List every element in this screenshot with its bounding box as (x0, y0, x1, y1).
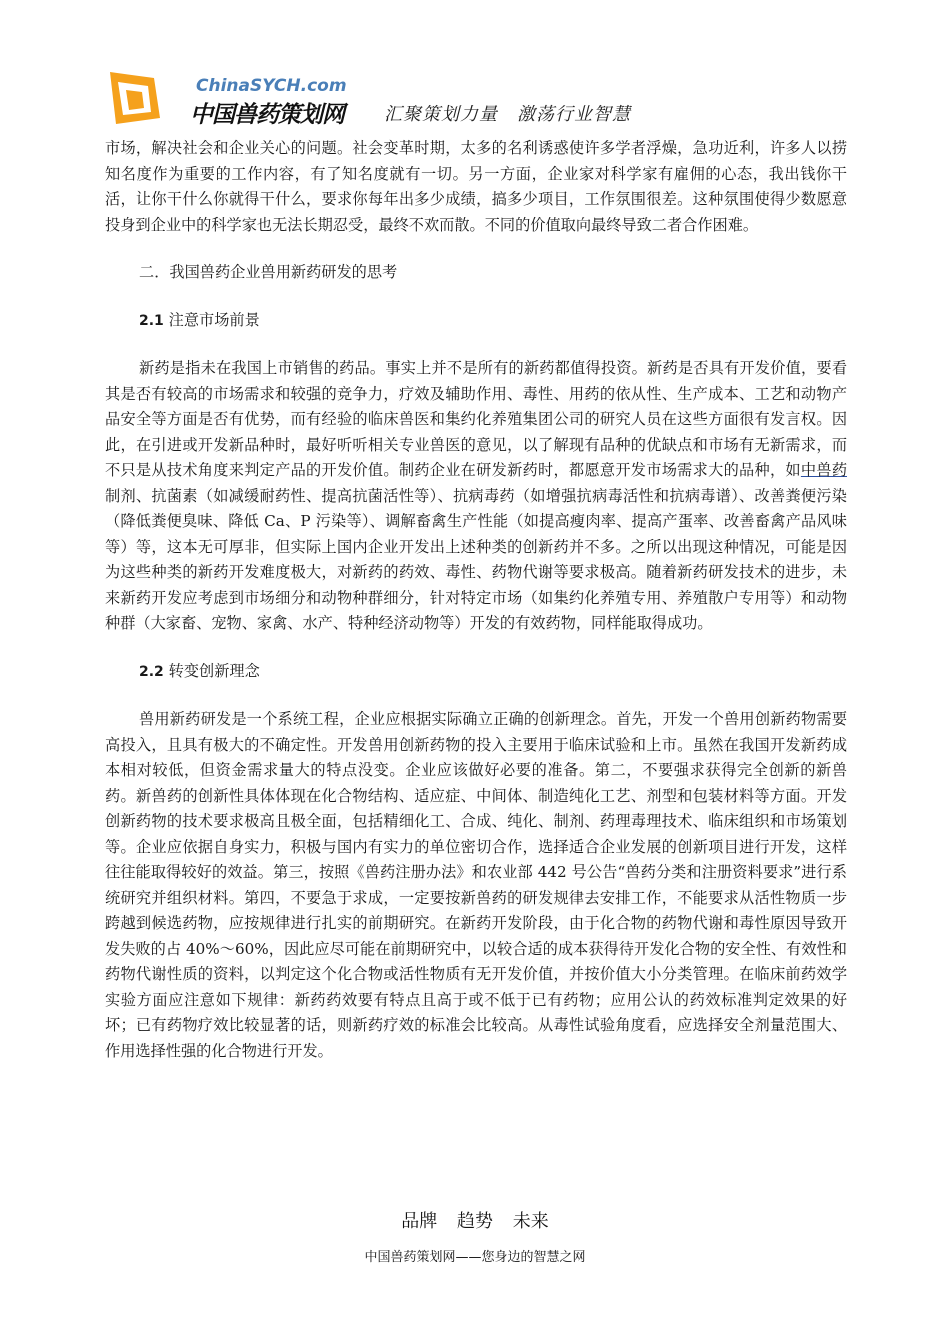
header-slogan: 汇聚策划力量 激荡行业智慧 (384, 104, 631, 125)
section-2-1-title: 注意市场前景 (168, 310, 260, 329)
logo-chinese-text: 中国兽药策划网 (190, 102, 344, 128)
paragraph-3: 兽用新药研发是一个系统工程，企业应根据实际确立正确的创新理念。首先，开发一个兽用创新药物需要高投入，且具有极大的不确定性。开发兽用创新药物的投入主要用于临床试验和上市。虽然在我国开发新药成本相对较低，但资金需求量大的特点没变。企业应该做好必要的准备。第二，不要强求获得完全创新的新兽药。新兽药的创新性具体体现在化合物结构、适应症、中间体、制造纯化工艺、剂型和包装材料等方面。开发创新药物的技术要求极高且极全面，包括精细化工、合成、纯化、制剂、药理毒理技术、临床组织和市场策划等。企业应依据自身实力，积极与国内有实力的单位密切合作，选择适合企业发展的创新项目进行开发，这样往往能取得较好的效益。第三，按照《兽药注册办法》和农业部 442 号公告“兽药分类和注册资料要求”进行系统研究并组织材料。第四，不要急于求成，一定要按新兽药的研发规律去安排工作，不能要求从活性物质一步跨越到候选药物，应按规律进行扎实的前期研究。在新药开发阶段，由于化合物的药物代谢和毒性原因导致开发失败的占 40%～60%，因此应尽可能在前期研究中，以较合适的成本获得待开发化合物的安全性、有效性和药物代谢性质的资料，以判定这个化合物或活性物质有无开发价值，并按价值大小分类管理。在临床前药效学实验方面应注意如下规律：新药药效要有特点且高于或不低于已有药物；应用公认的药效标准判定效果的好坏；已有药物疗效比较显著的话，则新药疗效的标准会比较高。从毒性试验角度看，应选择安全剂量范围大、作用选择性强的化合物进行开发。 (105, 710, 847, 1060)
section-2-1-heading (105, 308, 847, 335)
page-header (104, 66, 864, 130)
section-2-title: 二．我国兽药企业兽用新药研发的思考 (139, 263, 398, 281)
zhongshouyao-link[interactable]: 中兽药 (800, 461, 848, 479)
logo-icon (104, 68, 164, 126)
section-2-2-title: 转变创新理念 (168, 661, 260, 680)
document-body (105, 136, 847, 1064)
section-2-2-heading (105, 659, 847, 686)
paragraph-2-part-2: 制剂、抗菌素（如减缓耐药性、提高抗菌活性等）、抗病毒药（如增强抗病毒活性和抗病毒谱）、改善粪便污染（降低粪便臭味、降低 Ca、P 污染等）、调解畜禽生产性能（如提高瘦肉率、提高产蛋率、改善畜禽产品风味等）等，这本无可厚非，但实际上国内企业开发出上述种类的创新药并不多。之所以出现这种情况，可能是因为这些种类的新药开发难度极大，对新药的药效、毒性、药物代谢等要求极高。随着新药研发技术的进步，未来新药开发应考虑到市场细分和动物种群细分，针对特定市场（如集约化养殖专用、养殖散户专用等）和动物种群（大家畜、宠物、家禽、水产、特种经济动物等）开发的有效药物，同样能取得成功。 (105, 486, 847, 632)
footer-site-name: 中国兽药策划网——您身边的智慧之网 (364, 1250, 586, 1265)
paragraph-2 (105, 356, 847, 637)
footer-tagline: 品牌 趋势 未来 (401, 1211, 549, 1232)
section-2-2-number: 2.2 (139, 663, 164, 680)
paragraph-1: 市场，解决社会和企业关心的问题。社会变革时期，太多的名利诱惑使许多学者浮燥，急功近利，许多人以捞知名度作为重要的工作内容，有了知名度就有一切。另一方面，企业家对科学家有雇佣的心态，我出钱你干活，让你干什么你就得干什么，要求你每年出多少成绩，搞多少项目，工作氛围很差。这种氛围使得少数愿意投身到企业中的科学家也无法长期忍受，最终不欢而散。不同的价值取向最终导致二者合作困难。 (105, 139, 847, 234)
logo-english-text: ChinaSYCH.com (196, 76, 347, 96)
section-2-1-number: 2.1 (139, 312, 164, 329)
paragraph-2-part-1: 新药是指未在我国上市销售的药品。事实上并不是所有的新药都值得投资。新药是否具有开发价值，要看其是否有较高的市场需求和较强的竞争力，疗效及辅助作用、毒性、用药的依从性、生产成本、工艺和动物产品安全等方面是否有优势，而有经验的临床兽医和集约化养殖集团公司的研究人员在这些方面很有发言权。因此，在引进或开发新品种时，最好听听相关专业兽医的意见，以了解现有品种的优缺点和市场有无新需求，而不只是从技术角度来判定产品的开发价值。制药企业在研发新药时，都愿意开发市场需求大的品种，如 (105, 359, 847, 479)
